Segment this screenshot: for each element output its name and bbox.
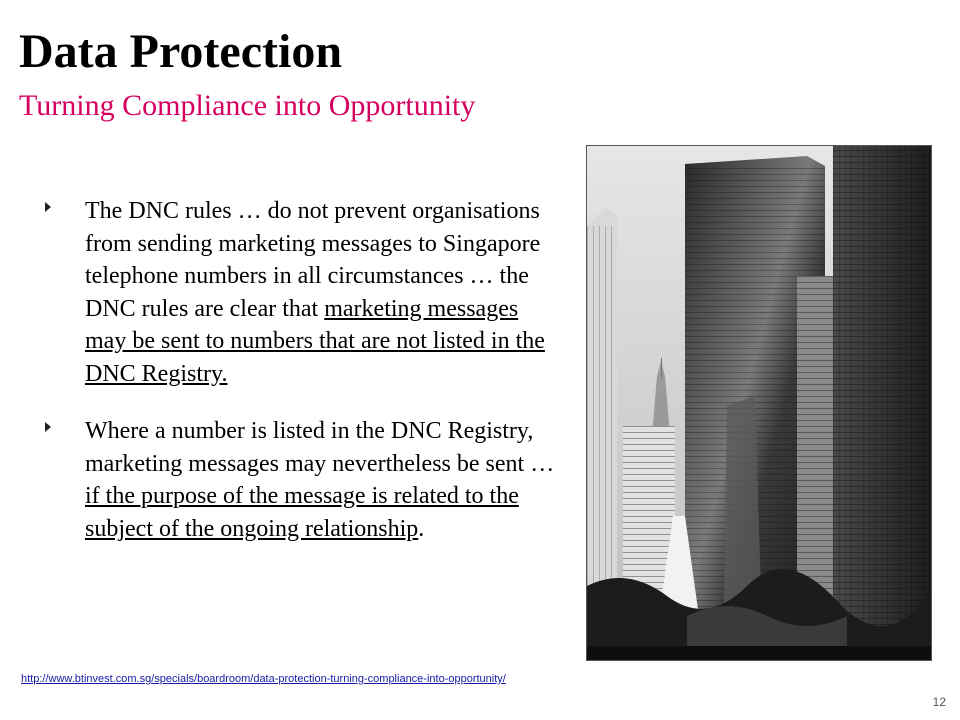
bullet-text-segment: Where a number is listed in the DNC Registry, marketing messages may nevertheless be sent … [85,418,555,477]
skyscraper-photo-illustration [587,146,931,660]
bullet-item [40,415,560,545]
skyscraper-photo [586,145,932,661]
bullet-text [85,198,545,387]
slide-subtitle: Turning Compliance into Opportunity [19,89,476,122]
bullet-arrow-icon [45,422,51,432]
bullet-text-underlined: if the purpose of the message is related to the subject of the ongoing relationship [85,483,519,542]
bullet-list [40,195,560,570]
bullet-text [85,418,554,542]
page-number: 12 [932,695,946,709]
bullet-arrow-icon [45,202,51,212]
source-link[interactable]: http://www.btinvest.com.sg/specials/boardroom/data-protection-turning-compliance-into-opportunity/ [21,673,506,685]
bullet-text-segment: . [418,515,425,542]
bullet-text-segment: The DNC rules … do not prevent organisations from sending marketing messages to Singapore telephone numbers in all circumstances … the DNC rules are clear that [85,198,541,322]
slide-title: Data Protection [19,25,343,78]
bullet-text-underlined: marketing messages may be sent to numbers that are not listed in the DNC Registry. [85,295,545,387]
bullet-item [40,195,560,390]
